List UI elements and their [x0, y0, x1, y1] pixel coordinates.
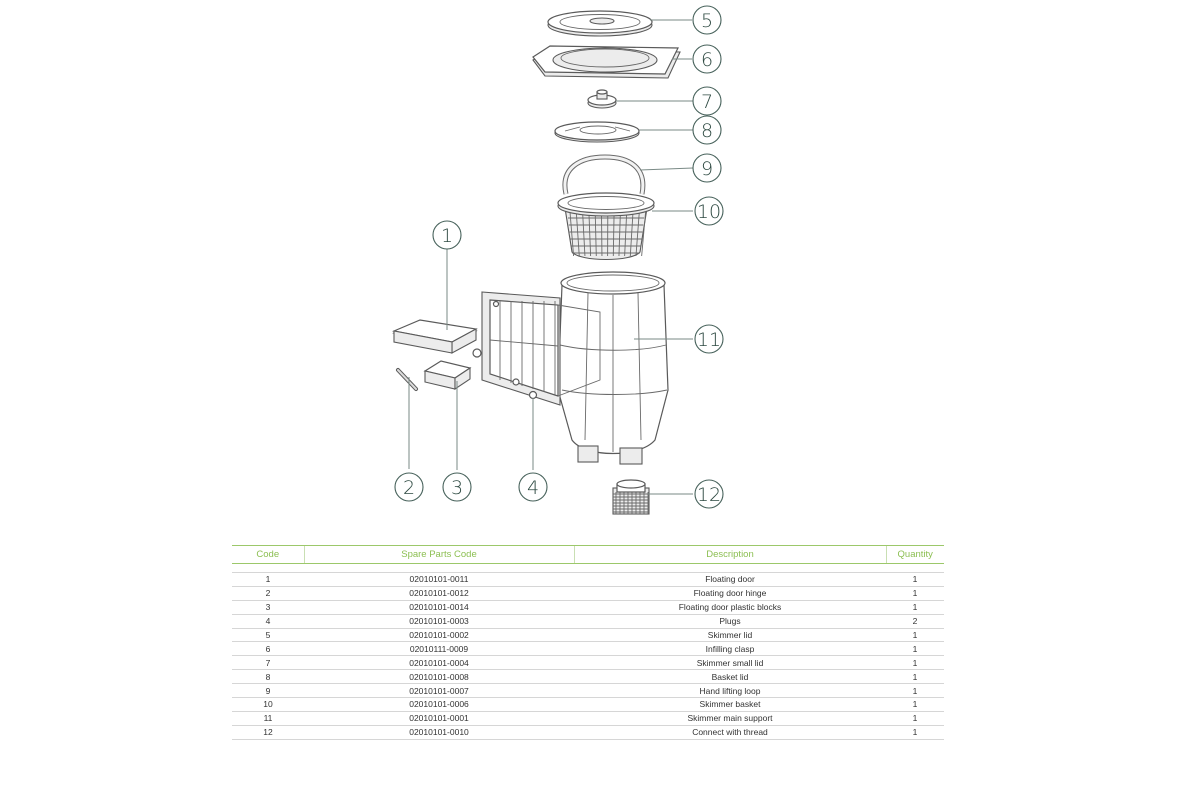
cell-quantity: 1 [886, 586, 944, 600]
part-skimmer-small-lid [588, 90, 616, 108]
callout-1 [433, 221, 461, 249]
callout-12 [695, 480, 723, 508]
cell-spare-parts-code: 02010101-0001 [304, 711, 574, 725]
callout-label: 8 [700, 120, 714, 142]
cell-description: Floating door plastic blocks [574, 600, 886, 614]
table-row [232, 573, 944, 587]
cell-spare-parts-code: 02010101-0010 [304, 725, 574, 739]
cell-quantity: 1 [886, 711, 944, 725]
callout-2 [395, 473, 423, 501]
cell-quantity: 1 [886, 573, 944, 587]
cell-spare-parts-code: 02010101-0006 [304, 698, 574, 712]
part-skimmer-basket [558, 193, 654, 260]
table-row [232, 711, 944, 725]
part-connect-with-thread [613, 480, 649, 514]
callout-8 [693, 116, 721, 144]
header-description: Description [574, 546, 886, 564]
table-row [232, 628, 944, 642]
cell-description: Connect with thread [574, 725, 886, 739]
cell-spare-parts-code: 02010101-0007 [304, 684, 574, 698]
cell-description: Infilling clasp [574, 642, 886, 656]
header-quantity: Quantity [886, 546, 944, 564]
cell-quantity: 1 [886, 642, 944, 656]
table-row [232, 698, 944, 712]
callout-label: 6 [700, 49, 714, 71]
cell-description: Basket lid [574, 670, 886, 684]
cell-code: 11 [232, 711, 304, 725]
callout-label: 2 [402, 477, 416, 499]
callout-label: 3 [450, 477, 464, 499]
cell-description: Skimmer main support [574, 711, 886, 725]
cell-code: 5 [232, 628, 304, 642]
part-plugs [530, 392, 537, 399]
part-skimmer-main-support [482, 272, 668, 464]
table-row [232, 600, 944, 614]
table-row [232, 614, 944, 628]
table-row [232, 670, 944, 684]
cell-quantity: 1 [886, 628, 944, 642]
cell-code: 2 [232, 586, 304, 600]
cell-description: Skimmer small lid [574, 656, 886, 670]
cell-quantity: 2 [886, 614, 944, 628]
cell-quantity: 1 [886, 600, 944, 614]
table-row [232, 656, 944, 670]
part-skimmer-lid [548, 11, 652, 36]
cell-spare-parts-code: 02010101-0004 [304, 656, 574, 670]
cell-code: 8 [232, 670, 304, 684]
part-hand-lifting-loop [565, 157, 643, 194]
cell-spare-parts-code: 02010101-0002 [304, 628, 574, 642]
callout-5 [693, 6, 721, 34]
table-header-row [232, 546, 944, 564]
table-row [232, 725, 944, 739]
header-spare-parts-code: Spare Parts Code [304, 546, 574, 564]
cell-code: 1 [232, 573, 304, 587]
part-floating-door-plastic-blocks [425, 361, 470, 389]
cell-code: 12 [232, 725, 304, 739]
table-row [232, 642, 944, 656]
table-row [232, 586, 944, 600]
cell-spare-parts-code: 02010111-0009 [304, 642, 574, 656]
cell-description: Hand lifting loop [574, 684, 886, 698]
callout-label: 1 [440, 225, 454, 247]
callout-label: 7 [700, 91, 714, 113]
cell-spare-parts-code: 02010101-0008 [304, 670, 574, 684]
callout-6 [693, 45, 721, 73]
cell-description: Skimmer lid [574, 628, 886, 642]
callout-label: 11 [696, 329, 722, 351]
callout-4 [519, 473, 547, 501]
callout-7 [693, 87, 721, 115]
cell-code: 4 [232, 614, 304, 628]
header-code: Code [232, 546, 304, 564]
callout-label: 10 [696, 201, 722, 223]
cell-spare-parts-code: 02010101-0003 [304, 614, 574, 628]
table-row [232, 684, 944, 698]
callout-label: 9 [700, 158, 714, 180]
table-spacer-row [232, 564, 944, 573]
cell-quantity: 1 [886, 670, 944, 684]
callout-label: 12 [696, 484, 722, 506]
cell-quantity: 1 [886, 725, 944, 739]
callout-label: 5 [700, 10, 714, 32]
cell-code: 3 [232, 600, 304, 614]
cell-quantity: 1 [886, 684, 944, 698]
cell-quantity: 1 [886, 656, 944, 670]
callout-3 [443, 473, 471, 501]
cell-code: 10 [232, 698, 304, 712]
callout-9 [693, 154, 721, 182]
part-basket-lid [555, 122, 639, 142]
cell-code: 6 [232, 642, 304, 656]
cell-quantity: 1 [886, 698, 944, 712]
callout-11 [695, 325, 723, 353]
cell-spare-parts-code: 02010101-0011 [304, 573, 574, 587]
part-infilling-clasp [533, 46, 680, 78]
cell-spare-parts-code: 02010101-0012 [304, 586, 574, 600]
cell-description: Floating door hinge [574, 586, 886, 600]
callout-10 [695, 197, 723, 225]
part-floating-door-hinge [398, 370, 416, 389]
callout-markers [395, 6, 723, 508]
cell-description: Floating door [574, 573, 886, 587]
cell-description: Plugs [574, 614, 886, 628]
part-floating-door [394, 320, 481, 357]
cell-spare-parts-code: 02010101-0014 [304, 600, 574, 614]
callout-label: 4 [526, 477, 540, 499]
spare-parts-table [232, 545, 944, 740]
cell-code: 9 [232, 684, 304, 698]
cell-description: Skimmer basket [574, 698, 886, 712]
cell-code: 7 [232, 656, 304, 670]
